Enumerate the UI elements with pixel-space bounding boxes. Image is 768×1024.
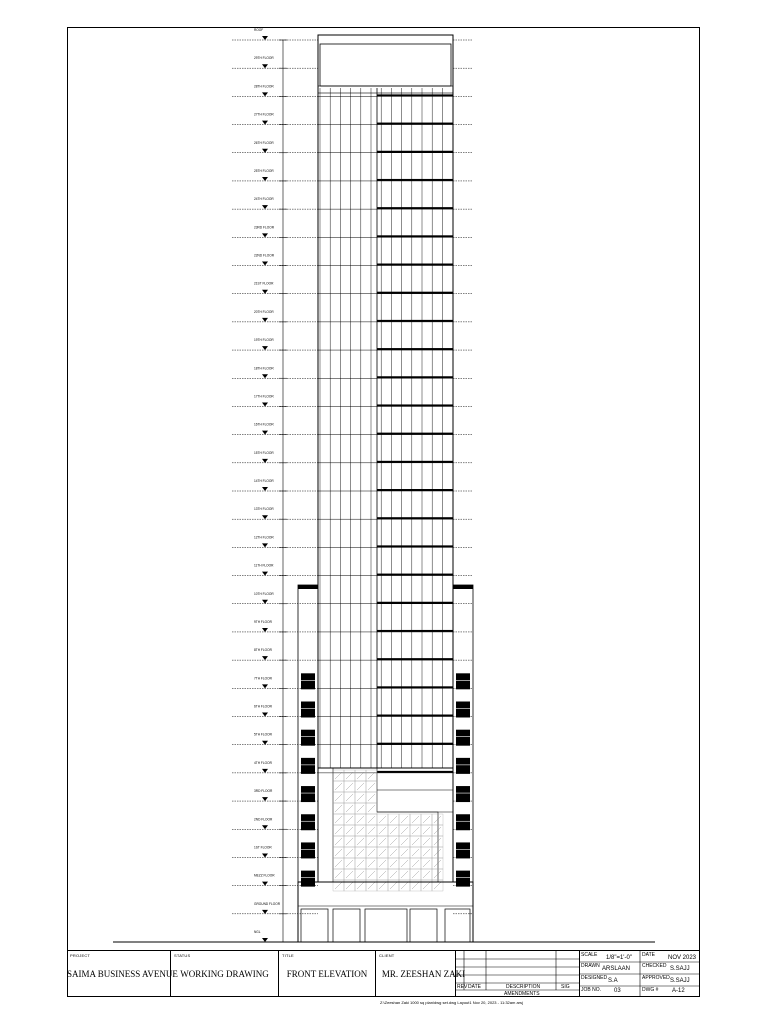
right-bay-band — [377, 433, 453, 435]
lobby-hatch — [434, 860, 441, 867]
right-wing-window — [456, 702, 470, 718]
left-wing-window — [301, 814, 315, 830]
right-bay-band — [377, 658, 453, 660]
right-bay-band — [377, 404, 453, 406]
lobby-hatch — [390, 816, 397, 823]
lobby-hatch — [357, 827, 364, 834]
level-marker — [262, 882, 268, 886]
lobby-hatch — [368, 860, 375, 867]
level-marker — [262, 713, 268, 717]
left-wing-window — [301, 758, 315, 774]
level-marker — [262, 374, 268, 378]
right-bay-band — [377, 179, 453, 181]
dwg-value: A-12 — [672, 988, 685, 994]
left-wing-cap — [298, 585, 318, 589]
right-wing-window — [456, 673, 470, 689]
level-marker — [262, 487, 268, 491]
lobby-hatch — [390, 827, 397, 834]
lobby-hatch — [379, 871, 386, 878]
level-label: 5TH FLOOR — [254, 732, 272, 737]
roof-parapet — [320, 44, 451, 86]
lobby-hatch — [357, 882, 364, 889]
right-bay-band — [377, 207, 453, 209]
lobby-hatch — [412, 849, 419, 856]
level-label: 25TH FLOOR — [254, 168, 274, 173]
project-label: PROJECT — [70, 953, 91, 958]
date-header: DATE — [468, 984, 481, 990]
lobby-hatch — [401, 871, 408, 878]
level-label: 4TH FLOOR — [254, 760, 272, 765]
date-value: NOV 2023 — [668, 955, 697, 961]
lobby-hatch — [357, 849, 364, 856]
level-label: 3RD FLOOR — [254, 789, 273, 794]
lobby-hatch — [368, 816, 375, 823]
lobby-hatch — [423, 838, 430, 845]
lobby-hatch — [368, 805, 375, 812]
lobby-hatch — [379, 882, 386, 889]
lobby-hatch — [401, 860, 408, 867]
status-cell — [171, 951, 279, 997]
right-bay-band — [377, 348, 453, 350]
lobby-hatch — [346, 838, 353, 845]
lobby-hatch — [434, 882, 441, 889]
lobby-hatch — [346, 783, 353, 790]
lobby-hatch — [390, 871, 397, 878]
level-label: 27TH FLOOR — [254, 112, 274, 117]
left-wing-window — [301, 730, 315, 746]
level-marker — [262, 769, 268, 773]
right-bay-band — [377, 292, 453, 294]
lobby-hatch — [434, 849, 441, 856]
right-bay-band — [377, 686, 453, 688]
lobby-hatch — [379, 860, 386, 867]
right-wing-window — [456, 786, 470, 802]
right-wing-window — [456, 730, 470, 746]
level-label: 28TH FLOOR — [254, 84, 274, 89]
lobby-hatch — [346, 860, 353, 867]
level-marker — [262, 92, 268, 96]
tower-outline — [318, 35, 453, 768]
level-label: 20TH FLOOR — [254, 309, 274, 314]
lobby-hatch — [412, 838, 419, 845]
level-marker — [262, 515, 268, 519]
top-band — [318, 86, 453, 93]
rev-header: REV — [457, 984, 468, 990]
level-marker — [262, 290, 268, 294]
file-path-footer: Z:\Zeeshan Zaki 1000 sq plan\dwg set.dwg Layout1 Nov 20, 2023 - 11:32am arsj — [380, 1000, 523, 1005]
shopfront-opening — [333, 909, 360, 942]
lobby-hatch — [335, 871, 342, 878]
level-marker — [262, 543, 268, 547]
level-marker — [262, 233, 268, 237]
level-label: 11TH FLOOR — [254, 563, 274, 568]
lobby-hatch — [434, 871, 441, 878]
shopfront-opening — [410, 909, 437, 942]
level-label: 15TH FLOOR — [254, 450, 274, 455]
lobby-hatch — [357, 816, 364, 823]
level-marker — [262, 459, 268, 463]
right-bay-band — [377, 235, 453, 237]
right-wing-window — [456, 758, 470, 774]
left-wing-window — [301, 842, 315, 858]
level-label: 16TH FLOOR — [254, 422, 274, 427]
lobby-hatch — [368, 783, 375, 790]
level-marker — [262, 121, 268, 125]
right-bay-band — [377, 743, 453, 745]
level-marker — [262, 346, 268, 350]
level-label: 23RD FLOOR — [254, 225, 275, 230]
lobby-hatch — [401, 849, 408, 856]
approved-label: APPROVED — [642, 975, 670, 981]
lobby-hatch — [346, 849, 353, 856]
lobby-hatch — [368, 838, 375, 845]
project-cell — [67, 951, 178, 997]
right-bay-band — [377, 376, 453, 378]
right-bay-band — [377, 630, 453, 632]
lobby-hatch — [335, 805, 342, 812]
lobby-hatch — [368, 882, 375, 889]
status-label: STATUS — [174, 953, 191, 958]
title-label: TITLE — [282, 953, 294, 958]
title-value: FRONT ELEVATION — [286, 969, 368, 979]
level-marker — [262, 910, 268, 914]
level-label: 17TH FLOOR — [254, 394, 274, 399]
lobby-hatch — [346, 805, 353, 812]
lobby-hatch — [412, 860, 419, 867]
lobby-hatch — [357, 805, 364, 812]
lobby-hatch — [401, 838, 408, 845]
right-bay-band — [377, 320, 453, 322]
level-marker — [262, 64, 268, 68]
level-marker — [262, 797, 268, 801]
lobby-hatch — [335, 860, 342, 867]
lobby-hatch — [423, 882, 430, 889]
title-block — [67, 950, 700, 997]
right-wing-cap — [453, 585, 473, 589]
lobby-hatch — [335, 827, 342, 834]
lobby-hatch — [335, 882, 342, 889]
left-wing-window — [301, 673, 315, 689]
level-label: 21ST FLOOR — [254, 281, 274, 286]
client-label: CLIENT — [379, 953, 395, 958]
client-value: MR. ZEESHAN ZAKI — [381, 969, 466, 979]
lobby-hatch — [346, 882, 353, 889]
project-value: SAIMA BUSINESS AVENUE — [67, 969, 178, 979]
level-label: 29TH FLOOR — [254, 56, 274, 61]
lobby-hatch — [357, 794, 364, 801]
lobby-hatch — [335, 816, 342, 823]
date-label: DATE — [642, 952, 655, 958]
lobby-hatch — [401, 882, 408, 889]
lobby-hatch — [423, 871, 430, 878]
level-marker — [262, 572, 268, 576]
level-marker — [262, 205, 268, 209]
lobby-hatch — [412, 871, 419, 878]
lobby-hatch — [346, 827, 353, 834]
right-bay-band — [377, 461, 453, 463]
left-wing-window — [301, 702, 315, 718]
right-bay-band — [377, 574, 453, 576]
lobby-hatch — [335, 838, 342, 845]
level-marker — [262, 853, 268, 857]
lobby-hatch — [379, 816, 386, 823]
level-marker — [262, 825, 268, 829]
lobby-hatch — [368, 794, 375, 801]
scale-label: SCALE — [581, 952, 598, 958]
lobby-hatch — [434, 838, 441, 845]
right-wing-window — [456, 814, 470, 830]
designed-value: S.A — [608, 978, 618, 984]
lobby-hatch — [434, 827, 441, 834]
lobby-hatch — [434, 816, 441, 823]
job-value: 03 — [614, 988, 621, 994]
sig-header: SIG — [561, 984, 570, 990]
lobby-hatch — [423, 816, 430, 823]
lobby-hatch — [346, 816, 353, 823]
lobby-hatch — [357, 783, 364, 790]
lobby-hatch — [423, 860, 430, 867]
lobby-hatch — [335, 783, 342, 790]
lobby-hatch — [390, 849, 397, 856]
building-outline — [113, 35, 655, 942]
right-wing-window — [456, 871, 470, 887]
level-label: 2ND FLOOR — [254, 817, 273, 822]
level-label: 18TH FLOOR — [254, 366, 274, 371]
lobby-hatch — [368, 849, 375, 856]
status-value: WORKING DRAWING — [180, 969, 269, 979]
lobby-hatch — [412, 882, 419, 889]
lobby-hatch — [423, 849, 430, 856]
level-label: 6TH FLOOR — [254, 704, 272, 709]
lobby-hatch — [379, 827, 386, 834]
lobby-hatch — [368, 871, 375, 878]
lobby-hatch — [346, 871, 353, 878]
lobby-hatch — [357, 860, 364, 867]
level-label: 9TH FLOOR — [254, 619, 272, 624]
designed-label: DESIGNED — [581, 975, 608, 981]
level-marker — [262, 262, 268, 266]
level-label: 14TH FLOOR — [254, 479, 274, 483]
level-marker — [262, 600, 268, 604]
level-marker — [262, 36, 268, 40]
level-label: NGL — [254, 930, 261, 934]
lobby-hatch — [379, 838, 386, 845]
level-marker — [262, 149, 268, 153]
level-marker — [262, 741, 268, 745]
amendments-cell — [456, 951, 580, 997]
level-marker — [262, 938, 268, 942]
lobby-hatch — [412, 827, 419, 834]
lobby-hatch — [390, 860, 397, 867]
level-label: MEZZ FLOOR — [254, 873, 275, 878]
level-label: 26TH FLOOR — [254, 140, 274, 145]
right-bay-band — [377, 771, 453, 773]
right-bay-band — [377, 545, 453, 547]
right-bay-band — [377, 264, 453, 266]
lobby-hatch — [368, 827, 375, 834]
level-label: 10TH FLOOR — [254, 591, 274, 596]
level-label: 13TH FLOOR — [254, 507, 274, 512]
approved-value: S.SAJJ — [670, 978, 690, 984]
lobby-hatch — [401, 827, 408, 834]
scale-value: 1/8"=1'-0" — [606, 955, 632, 961]
drawing-info-cell — [580, 951, 700, 997]
level-label: 12TH FLOOR — [254, 535, 274, 540]
right-bay-band — [377, 94, 453, 96]
right-bay-band — [377, 517, 453, 519]
dwg-label: DWG # — [642, 987, 659, 993]
lobby-hatch — [357, 871, 364, 878]
job-label: JOB NO. — [581, 987, 602, 993]
amendments-label: AMENDMENTS — [504, 991, 540, 997]
right-bay-band — [377, 151, 453, 153]
level-marker — [262, 318, 268, 322]
level-marker — [262, 656, 268, 660]
lobby-hatch — [335, 794, 342, 801]
level-label: 1ST FLOOR — [254, 845, 272, 850]
right-bay-band — [377, 715, 453, 717]
title-cell — [279, 951, 376, 997]
level-label: ROOF — [254, 28, 264, 32]
level-label: 22ND FLOOR — [254, 253, 275, 258]
lobby-hatch — [390, 838, 397, 845]
lobby-hatch — [412, 816, 419, 823]
right-bay-band — [377, 489, 453, 491]
level-marker — [262, 177, 268, 181]
level-label: GROUND FLOOR — [254, 901, 281, 906]
lobby-hatch — [357, 838, 364, 845]
level-marker — [262, 431, 268, 435]
right-wing-window — [456, 842, 470, 858]
level-marker — [262, 628, 268, 632]
right-bay-band — [377, 123, 453, 125]
level-label: 8TH FLOOR — [254, 648, 272, 653]
lobby-hatch — [346, 794, 353, 801]
lobby-hatch — [423, 827, 430, 834]
left-wing-window — [301, 871, 315, 887]
drawn-label: DRAWN — [581, 963, 600, 969]
level-marker — [262, 684, 268, 688]
lobby-hatch — [379, 849, 386, 856]
shopfront-opening — [365, 909, 407, 942]
lobby-hatch — [335, 849, 342, 856]
level-marker — [262, 402, 268, 406]
left-wing-window — [301, 786, 315, 802]
floor-levels — [232, 28, 472, 942]
right-bay-band — [377, 602, 453, 604]
drawn-value: ARSLAAN — [602, 966, 631, 972]
lobby-hatch — [390, 882, 397, 889]
checked-value: S.SAJJ — [670, 966, 690, 972]
checked-label: CHECKED — [642, 963, 667, 969]
level-label: 7TH FLOOR — [254, 676, 272, 681]
description-header: DESCRIPTION — [506, 984, 541, 990]
level-label: 24TH FLOOR — [254, 197, 274, 202]
level-label: 19TH FLOOR — [254, 338, 274, 343]
lobby-hatch — [401, 816, 408, 823]
